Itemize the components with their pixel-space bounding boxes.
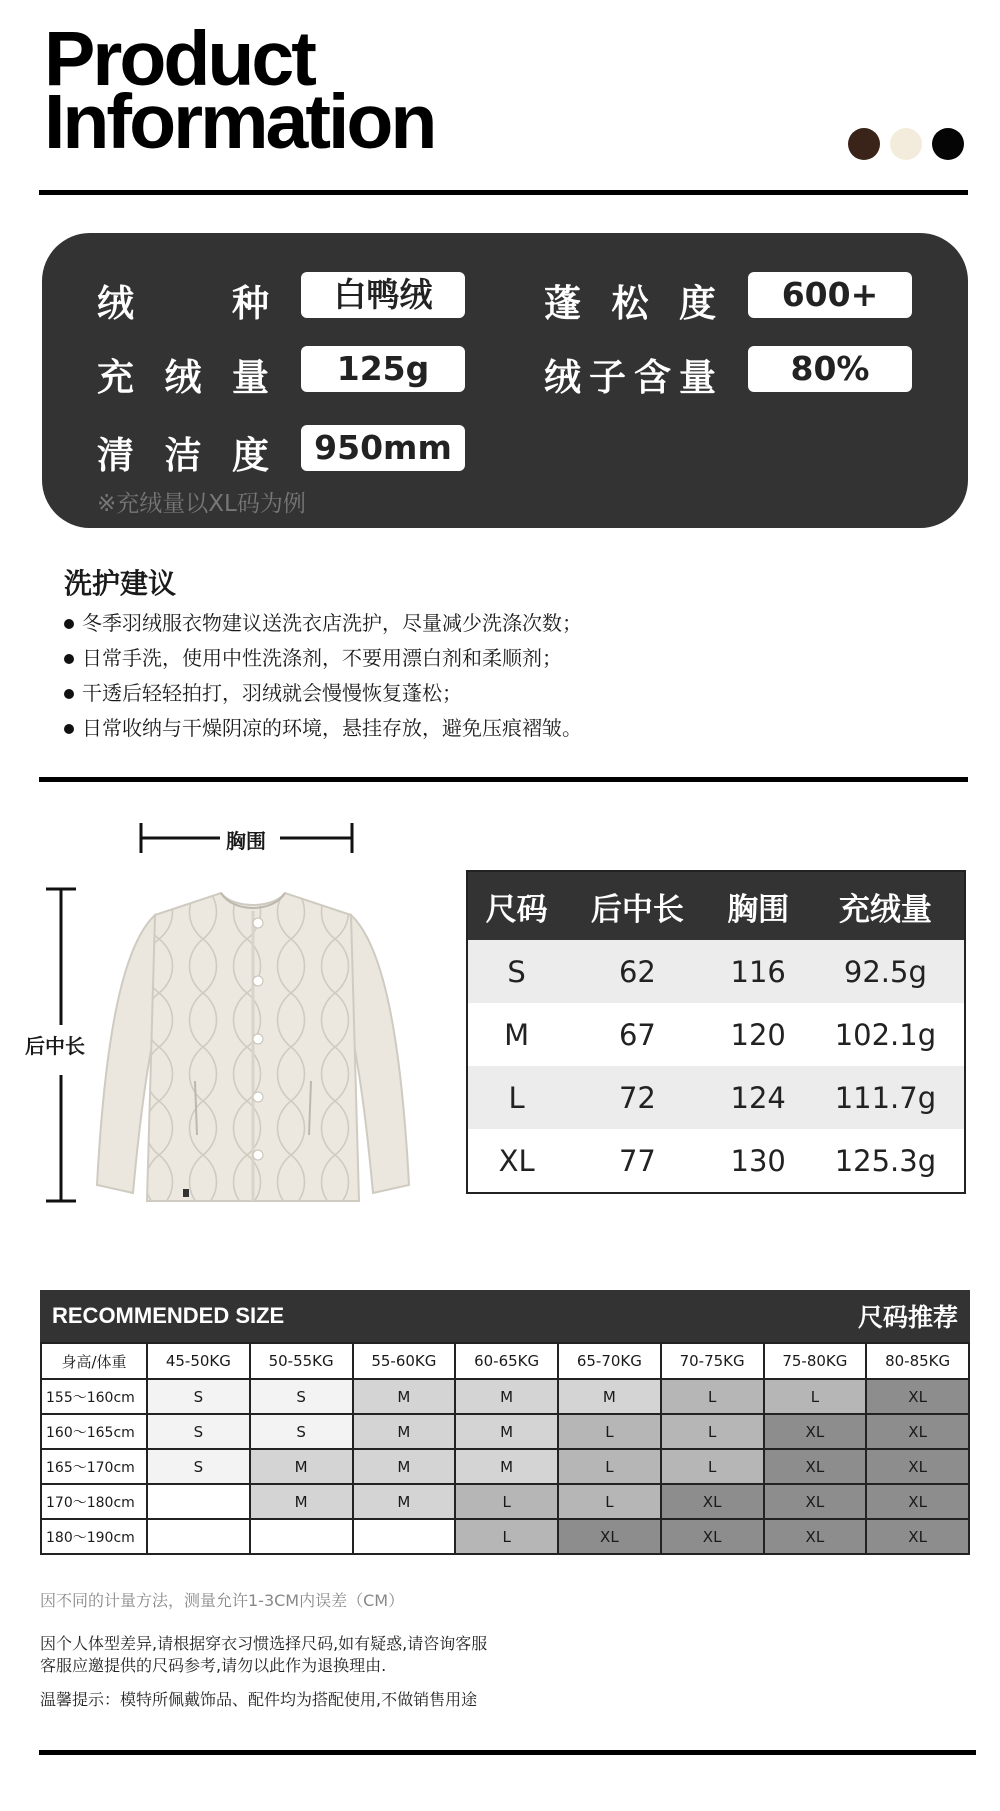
table-row: [468, 1003, 964, 1066]
spec-label-char: 量: [232, 356, 269, 399]
size-cell: L: [661, 1379, 764, 1414]
table-cell: 92.5g: [807, 940, 964, 1003]
size-cell: XL: [661, 1484, 764, 1519]
spec-value-cleanliness: 950mm: [301, 425, 465, 471]
size-table-header: [468, 872, 964, 940]
table-cell: S: [468, 940, 565, 1003]
size-cell: M: [250, 1449, 353, 1484]
size-cell: L: [558, 1449, 661, 1484]
size-cell: L: [558, 1484, 661, 1519]
weight-header-cell: 45-50KG: [147, 1343, 250, 1379]
table-cell: M: [504, 1017, 530, 1052]
spec-label-fill-type: [97, 273, 269, 327]
recommended-title-cn: 尺码推荐: [857, 1303, 958, 1332]
advice-line: 因个人体型差异,请根据穿衣习惯选择尺码,如有疑惑,请咨询客服: [40, 1634, 488, 1653]
spec-label-char: 清: [97, 434, 134, 477]
table-row: [468, 1066, 964, 1129]
size-table-header-cell: 胸围: [710, 872, 807, 940]
size-cell: XL: [764, 1484, 867, 1519]
height-cell: 180～190cm: [41, 1519, 147, 1554]
size-cell: M: [353, 1449, 456, 1484]
spec-value-fill-power: 600+: [748, 272, 912, 318]
spec-label-char: 绒: [97, 282, 134, 325]
size-cell: S: [147, 1379, 250, 1414]
weight-header-cell: 50-55KG: [250, 1343, 353, 1379]
table-cell: L: [468, 1066, 565, 1129]
recommended-header: [40, 1290, 970, 1342]
size-cell: XL: [661, 1519, 764, 1554]
spec-label-char: 度: [232, 434, 269, 477]
table-cell: 72: [565, 1066, 709, 1129]
size-table-header-cell: 后中长: [565, 872, 709, 940]
size-cell: M: [558, 1379, 661, 1414]
height-cell: 165～170cm: [41, 1449, 147, 1484]
spec-label-char: 含: [634, 356, 671, 399]
recommended-size-table: [40, 1290, 970, 1558]
advice-line: 客服应邀提供的尺码参考,请勿以此作为退换理由.: [40, 1656, 387, 1675]
spec-label-char: 度: [679, 282, 716, 325]
spec-label-char: 松: [611, 282, 649, 325]
chest-label: 胸围: [226, 829, 266, 853]
advice-note: [40, 1633, 487, 1677]
color-swatch-cream[interactable]: [890, 128, 922, 160]
specs-panel: [42, 233, 968, 528]
size-cell: L: [455, 1519, 558, 1554]
tip-note: 温馨提示：模特所佩戴饰品、配件均为搭配使用,不做销售用途: [40, 1690, 478, 1709]
size-table: [466, 870, 966, 1194]
size-cell: XL: [558, 1519, 661, 1554]
recommended-weight-header: [41, 1343, 969, 1379]
weight-header-cell: 70-75KG: [661, 1343, 764, 1379]
weight-header-cell: 60-65KG: [455, 1343, 558, 1379]
table-cell: 116: [710, 940, 807, 1003]
spec-label-char: 充: [97, 356, 134, 399]
size-table-header-cell: 尺码: [468, 872, 565, 940]
spec-label-char: 量: [679, 356, 716, 399]
divider: [39, 190, 968, 195]
measurement-note: 因不同的计量方法，测量允许1-3CM内误差（CM）: [40, 1591, 405, 1610]
size-cell: L: [661, 1449, 764, 1484]
spec-value-fill-type: 白鸭绒: [301, 272, 465, 318]
size-cell: M: [455, 1379, 558, 1414]
table-cell: 124: [710, 1066, 807, 1129]
spec-label-char: 绒: [164, 356, 202, 399]
table-cell: 130: [730, 1143, 786, 1178]
spec-label-char: 绒: [544, 356, 581, 399]
spec-note: ※充绒量以XL码为例: [97, 491, 306, 517]
spec-label-char: 蓬: [544, 282, 581, 325]
care-title: 洗护建议: [64, 567, 177, 600]
size-cell: [147, 1484, 250, 1519]
table-cell: 111.7g: [807, 1066, 964, 1129]
table-cell: XL: [498, 1143, 535, 1178]
recommended-title-en: RECOMMENDED SIZE: [52, 1303, 285, 1328]
table-cell: 125.3g: [834, 1143, 937, 1178]
spec-value-fill-weight: 125g: [301, 346, 465, 392]
size-cell: [250, 1519, 353, 1554]
size-cell: XL: [866, 1449, 969, 1484]
height-cell: 160～165cm: [41, 1414, 147, 1449]
size-cell: [147, 1519, 250, 1554]
table-cell: 120: [730, 1017, 786, 1052]
size-cell: M: [455, 1414, 558, 1449]
color-swatch-brown[interactable]: [848, 128, 880, 160]
weight-header-cell: 55-60KG: [353, 1343, 456, 1379]
care-item: 冬季羽绒服衣物建议送洗衣店洗护，尽量减少洗涤次数；: [64, 606, 582, 641]
size-cell: L: [764, 1379, 867, 1414]
divider: [39, 777, 968, 782]
table-row: [41, 1414, 969, 1449]
length-label: 后中长: [25, 1030, 85, 1059]
height-cell: 155～160cm: [41, 1379, 147, 1414]
table-cell: 67: [618, 1017, 656, 1052]
size-cell: S: [250, 1414, 353, 1449]
size-cell: M: [353, 1484, 456, 1519]
recommended-corner: 身高/体重: [41, 1343, 147, 1379]
size-cell: XL: [764, 1414, 867, 1449]
care-item: 日常手洗，使用中性洗涤剂，不要用漂白剂和柔顺剂；: [64, 641, 582, 676]
jacket-illustration: [93, 885, 413, 1215]
weight-header-cell: 65-70KG: [558, 1343, 661, 1379]
weight-header-cell: 80-85KG: [866, 1343, 969, 1379]
spec-value-down-content: 80%: [748, 346, 912, 392]
table-row: [468, 940, 964, 1003]
size-table-header-cell: 充绒量: [807, 872, 964, 940]
divider: [39, 1750, 976, 1755]
size-cell: XL: [764, 1519, 867, 1554]
size-cell: XL: [866, 1414, 969, 1449]
size-cell: L: [455, 1484, 558, 1519]
spec-label-fill-weight: [97, 347, 269, 401]
table-cell: 77: [618, 1143, 656, 1178]
table-row: [41, 1484, 969, 1519]
spec-label-char: 种: [232, 282, 269, 325]
color-swatch-black[interactable]: [932, 128, 964, 160]
size-cell: XL: [764, 1449, 867, 1484]
table-row: [41, 1449, 969, 1484]
spec-label-char: 子: [589, 356, 626, 399]
size-cell: XL: [866, 1379, 969, 1414]
table-row: [41, 1519, 969, 1554]
size-cell: M: [250, 1484, 353, 1519]
spec-label-fill-power: [544, 273, 716, 327]
color-swatches: [848, 128, 964, 160]
size-cell: XL: [866, 1519, 969, 1554]
table-row: [468, 1129, 964, 1192]
size-cell: S: [147, 1449, 250, 1484]
care-item: 干透后轻轻拍打，羽绒就会慢慢恢复蓬松；: [64, 676, 582, 711]
care-list: [64, 606, 582, 746]
size-cell: XL: [866, 1484, 969, 1519]
spec-label-cleanliness: [97, 425, 269, 479]
page-title: [44, 16, 435, 165]
table-cell: 102.1g: [834, 1017, 937, 1052]
recommended-body: [41, 1379, 969, 1554]
title-line-1: Product: [44, 16, 314, 102]
care-item: 日常收纳与干燥阴凉的环境，悬挂存放，避免压痕褶皱。: [64, 711, 582, 746]
size-cell: M: [455, 1449, 558, 1484]
size-cell: S: [147, 1414, 250, 1449]
size-cell: L: [661, 1414, 764, 1449]
table-cell: 62: [565, 940, 709, 1003]
size-cell: M: [353, 1379, 456, 1414]
height-cell: 170～180cm: [41, 1484, 147, 1519]
size-cell: L: [558, 1414, 661, 1449]
weight-header-cell: 75-80KG: [764, 1343, 867, 1379]
spec-label-down-content: [544, 347, 716, 401]
size-cell: S: [250, 1379, 353, 1414]
size-cell: M: [353, 1414, 456, 1449]
spec-label-char: 洁: [164, 434, 202, 477]
title-line-2: Information: [44, 79, 435, 165]
table-row: [41, 1379, 969, 1414]
size-cell: [353, 1519, 456, 1554]
